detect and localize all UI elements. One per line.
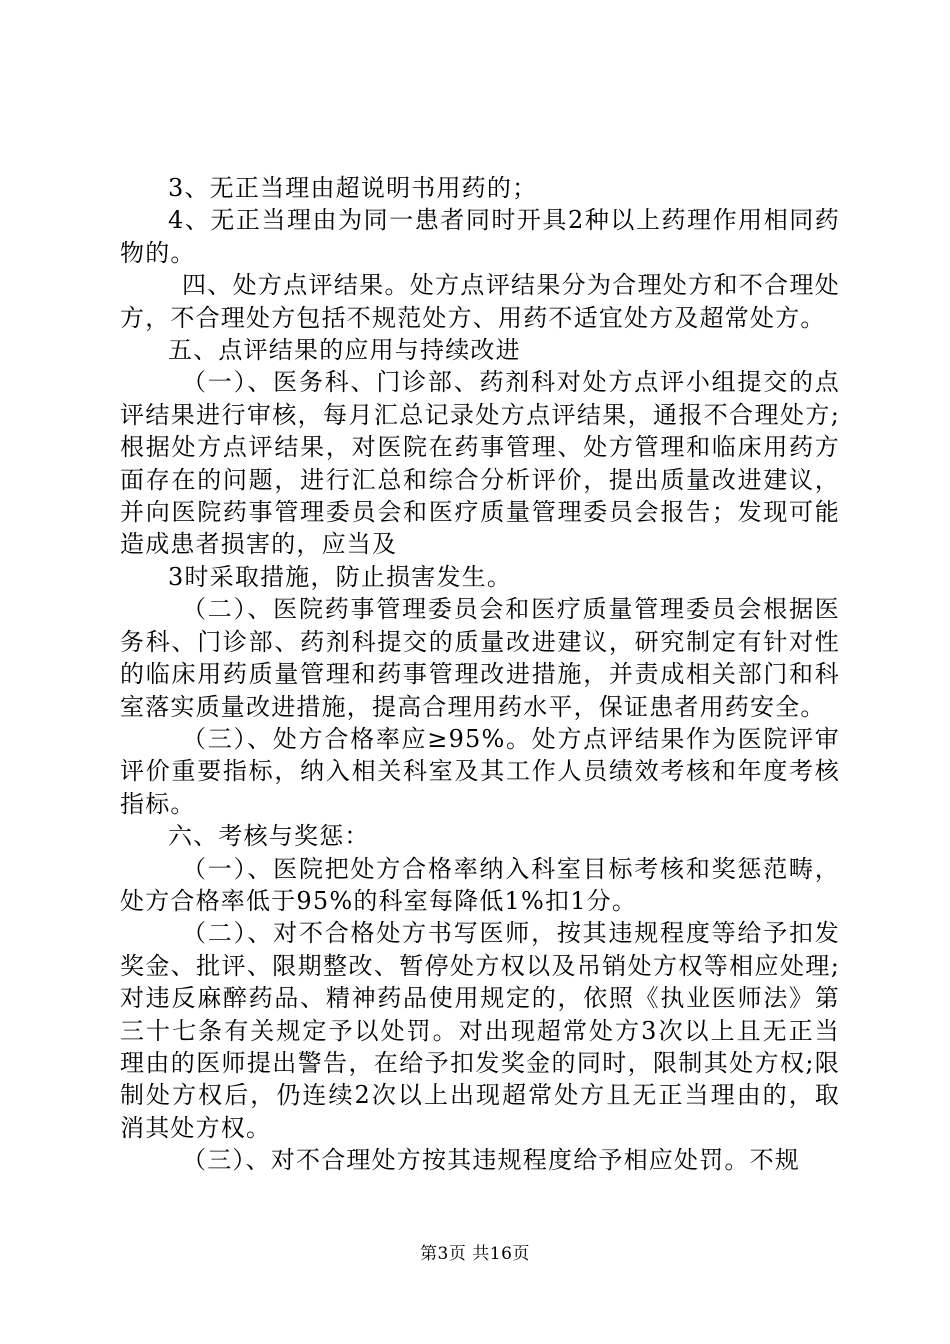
paragraph-section-6-heading: 六、考核与奖惩： xyxy=(168,822,370,851)
paragraph-item-3: 3、无正当理由超说明书用药的； xyxy=(168,174,538,202)
page-number-label: 第3页 共16页 xyxy=(420,1244,530,1264)
paragraph-section-6-3: （三）、对不合理处方按其违规程度给予相应处罚。不规 xyxy=(182,1146,800,1175)
paragraph-section-4: 四、处方点评结果。处方点评结果分为合理处方和不合理处方，不合理处方包括不规范处方、用药不适宜处方及超常处方。 xyxy=(120,271,840,332)
document-body xyxy=(120,172,840,1177)
paragraph-section-5-1-cont: 3时采取措施，防止损害发生。 xyxy=(168,562,513,591)
paragraph-section-5-1: （一）、医务科、门诊部、药剂科对处方点评小组提交的点评结果进行审核，每月汇总记录处方点评结果，通报不合理处方;根据处方点评结果，对医院在药事管理、处方管理和临床用药方面存在的问题，进行汇总和综合分析评价，提出质量改进建议，并向医院药事管理委员会和医疗质量管理委员会报告；发现可能造成患者损害的，应当及 xyxy=(120,368,840,559)
paragraph-section-5-2: （二）、医院药事管理委员会和医疗质量管理委员会根据医务科、门诊部、药剂科提交的质量改进建议，研究制定有针对性的临床用药质量管理和药事管理改进措施，并责成相关部门和科室落实质量改进措施，提高合理用药水平，保证患者用药安全。 xyxy=(120,595,840,721)
paragraph-item-4: 4、无正当理由为同一患者同时开具2种以上药理作用相同药物的。 xyxy=(120,206,840,267)
paragraph-section-5-heading: 五、点评结果的应用与持续改进 xyxy=(168,336,521,365)
paragraph-section-5-3: （三）、处方合格率应≥95%。处方点评结果作为医院评审评价重要指标，纳入相关科室及其工作人员绩效考核和年度考核指标。 xyxy=(120,724,840,818)
paragraph-section-6-1: （一）、医院把处方合格率纳入科室目标考核和奖惩范畴，处方合格率低于95%的科室每降低1%扣1分。 xyxy=(120,854,840,915)
page-footer xyxy=(0,1243,950,1265)
paragraph-section-6-2: （二）、对不合格处方书写医师，按其违规程度等给予扣发奖金、批评、限期整改、暂停处方权以及吊销处方权等相应处理;对违反麻醉药品、精神药品使用规定的，依照《执业医师法》第三十七条有关规定予以处罚。对出现超常处方3次以上且无正当理由的医师提出警告，在给予扣发奖金的同时，限制其处方权;限制处方权后，仍连续2次以上出现超常处方且无正当理由的，取消其处方权。 xyxy=(120,919,840,1142)
